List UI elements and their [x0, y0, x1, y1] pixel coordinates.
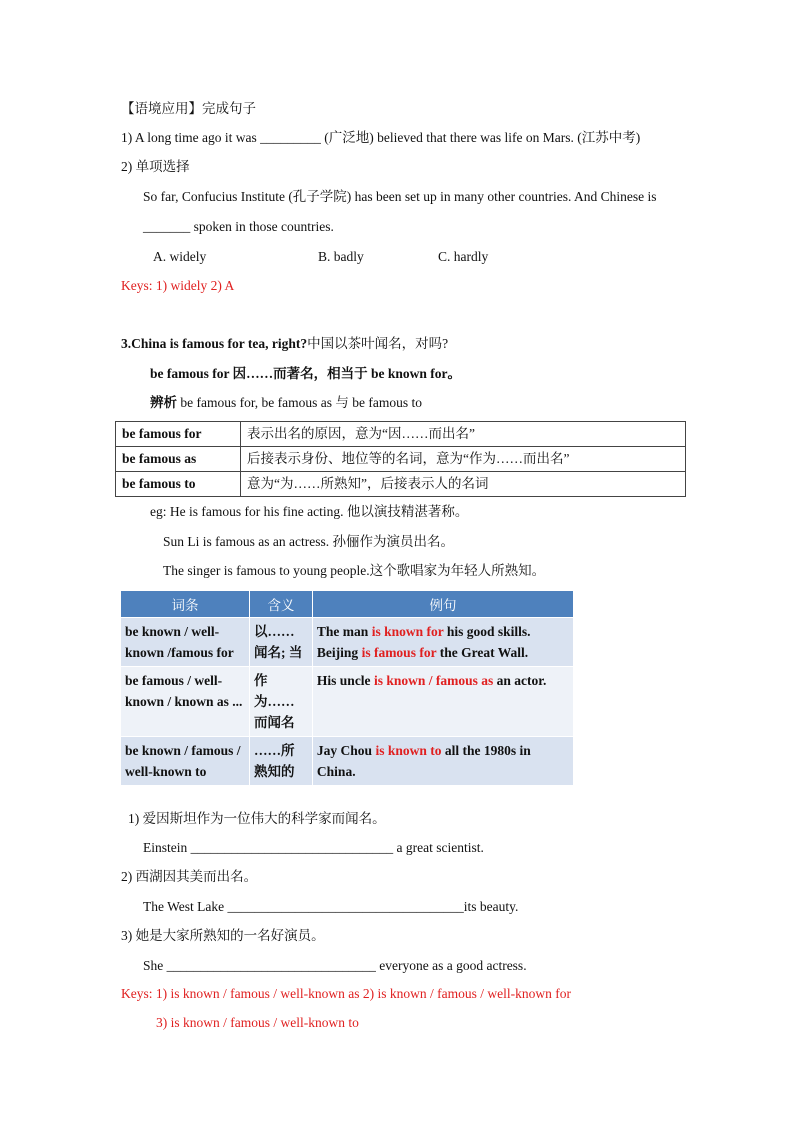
example-3: The singer is famous to young people.这个歌唱家为年轻人所熟知。	[163, 563, 546, 578]
example-text: His uncle	[316, 673, 374, 688]
term-cell: be famous to	[116, 472, 241, 497]
comparison-table	[115, 421, 686, 497]
highlight-phrase: is famous for	[361, 645, 437, 660]
header-term: 词条	[121, 591, 250, 618]
section-3-title	[121, 335, 448, 353]
term-cell: be known / famous / well-known to	[121, 737, 250, 786]
example-text: Jay Chou	[316, 743, 376, 758]
option-c: C. hardly	[438, 249, 489, 264]
highlight-phrase: is known to	[375, 743, 442, 758]
exercise-1-cn: 1) 爱因斯坦作为一位伟大的科学家而闻名。	[128, 811, 386, 826]
table-header-row	[121, 591, 574, 618]
example-1: eg: He is famous for his fine acting. 他以演技精湛著称。	[150, 504, 469, 519]
answer-keys-2-line-1: Keys: 1) is known / famous / well-known as 2) is known / famous / well-known for	[121, 986, 571, 1001]
table-row	[116, 422, 686, 447]
question-1: 1) A long time ago it was _________ (广泛地) believed that there was life on Mars. (江苏中考)	[121, 130, 641, 145]
answer-keys-2-line-2: 3) is known / famous / well-known to	[156, 1015, 359, 1030]
exercise-3-cn: 3) 她是大家所熟知的一名好演员。	[121, 928, 325, 943]
description-cell: 表示出名的原因，意为“因……而出名”	[241, 422, 686, 447]
table-row	[121, 667, 574, 737]
question-2-title: 2) 单项选择	[121, 159, 190, 174]
example-cell	[312, 737, 573, 786]
option-a: A. widely	[153, 249, 207, 264]
example-text: his good skills. Beijing	[316, 624, 531, 660]
section-3-title-cn: 中国以茶叶闻名，对吗?	[307, 336, 449, 351]
header-meaning: 含义	[249, 591, 312, 618]
section-header: 【语境应用】完成句子	[121, 101, 256, 116]
term-cell: be famous / well-known / known as ...	[121, 667, 250, 737]
term-cell: be famous for	[116, 422, 241, 447]
answer-keys-1: Keys: 1) widely 2) A	[121, 278, 235, 293]
meaning-cell: 以……闻名; 当	[249, 618, 312, 667]
description-cell: 后接表示身份、地位等的名词，意为“作为……而出名”	[241, 447, 686, 472]
highlight-phrase: is known / famous as	[373, 673, 494, 688]
example-text: The man	[316, 624, 372, 639]
example-text: all the 1980s in China.	[316, 743, 531, 779]
example-text: an actor.	[493, 673, 547, 688]
exercise-1-en: Einstein ______________________________ a great scientist.	[143, 840, 484, 855]
meaning-cell: ……所熟知的	[249, 737, 312, 786]
example-2: Sun Li is famous as an actress. 孙俪作为演员出名。	[163, 534, 454, 549]
section-3-subtitle: be famous for 因……而著名，相当于 be known for。	[150, 366, 462, 381]
example-text: the Great Wall.	[436, 645, 529, 660]
description-cell: 意为“为……所熟知”，后接表示人的名词	[241, 472, 686, 497]
table-row	[116, 472, 686, 497]
table-row	[121, 618, 574, 667]
exercise-3-en: She _______________________________ everyone as a good actress.	[143, 958, 527, 973]
meaning-cell: 作为……而闻名	[249, 667, 312, 737]
highlight-phrase: is known for	[371, 624, 444, 639]
term-cell: be known / well-known /famous for	[121, 618, 250, 667]
usage-table	[120, 590, 574, 786]
section-3-distinguish	[150, 394, 422, 412]
example-cell	[312, 618, 573, 667]
table-row	[121, 737, 574, 786]
header-example: 例句	[312, 591, 573, 618]
distinguish-text: be famous for, be famous as 与 be famous to	[177, 395, 423, 410]
question-2-line-1: So far, Confucius Institute (孔子学院) has been set up in many other countries. And Chinese is	[143, 189, 657, 204]
example-cell	[312, 667, 573, 737]
table-row	[116, 447, 686, 472]
distinguish-label: 辨析	[150, 395, 177, 410]
exercise-2-en: The West Lake ___________________________________its beauty.	[143, 899, 519, 914]
term-cell: be famous as	[116, 447, 241, 472]
section-3-title-en: 3.China is famous for tea, right?	[121, 336, 308, 351]
exercise-2-cn: 2) 西湖因其美而出名。	[121, 869, 258, 884]
question-2-line-2: _______ spoken in those countries.	[143, 219, 334, 234]
option-b: B. badly	[318, 249, 364, 264]
